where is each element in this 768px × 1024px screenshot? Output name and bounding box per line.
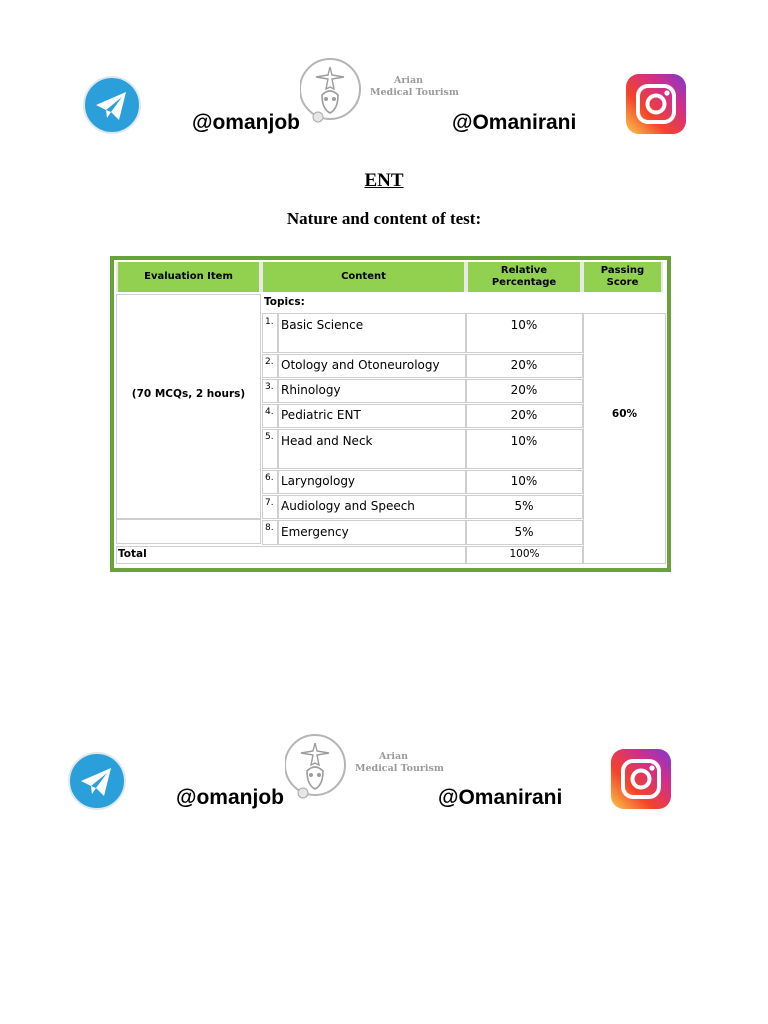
row-number: 1.	[265, 317, 274, 327]
topic-label: Emergency	[281, 525, 349, 539]
total-value: 100%	[509, 548, 540, 560]
arian-logo-icon	[285, 731, 455, 801]
telegram-handle[interactable]: @omanjob	[176, 786, 284, 809]
header-relative-percentage: Relative Percentage	[466, 262, 582, 292]
percentage-value: 20%	[510, 358, 538, 372]
logo-line2: Medical Tourism	[355, 763, 444, 774]
total-label-cell	[116, 546, 466, 564]
row-number: 6.	[265, 473, 274, 483]
topic-label: Pediatric ENT	[281, 408, 361, 422]
topic-label: Head and Neck	[281, 434, 373, 448]
header-evaluation-item: Evaluation Item	[116, 262, 261, 292]
row-number: 5.	[265, 432, 274, 442]
topic-label: Basic Science	[281, 318, 364, 332]
percentage-value: 10%	[510, 434, 538, 448]
row-number: 7.	[265, 498, 274, 508]
top-banner	[0, 55, 768, 155]
telegram-handle[interactable]: @omanjob	[192, 111, 300, 134]
test-content-table	[110, 256, 671, 572]
instagram-handle[interactable]: @Omanirani	[438, 786, 563, 809]
arian-logo-icon	[300, 55, 470, 125]
document-subtitle: Nature and content of test:	[286, 209, 482, 228]
row-number: 8.	[265, 523, 274, 533]
percentage-value: 10%	[510, 318, 538, 332]
evaluation-item-lower-cell	[116, 519, 261, 544]
header-passing-score: Passing Score	[582, 262, 663, 292]
header-content: Content	[261, 262, 466, 292]
logo-line2: Medical Tourism	[370, 87, 459, 98]
percentage-value: 5%	[514, 525, 534, 539]
evaluation-item-cell	[116, 294, 261, 519]
instagram-icon[interactable]	[626, 74, 686, 134]
total-label: Total	[118, 548, 147, 560]
document-title: ENT	[364, 170, 404, 191]
bottom-banner	[0, 731, 768, 831]
evaluation-item-value: (70 MCQs, 2 hours)	[131, 388, 246, 400]
telegram-icon[interactable]	[67, 751, 127, 811]
topic-label: Laryngology	[281, 474, 356, 488]
topics-label: Topics:	[264, 296, 305, 308]
passing-score-cell	[583, 313, 666, 564]
percentage-value: 20%	[510, 383, 538, 397]
logo-line1: Arian	[394, 75, 424, 86]
logo-line1: Arian	[379, 751, 409, 762]
percentage-value: 20%	[510, 408, 538, 422]
row-number: 2.	[265, 357, 274, 367]
instagram-icon[interactable]	[611, 749, 671, 809]
topic-label: Otology and Otoneurology	[281, 358, 440, 372]
instagram-handle[interactable]: @Omanirani	[452, 111, 577, 134]
passing-score-value: 60%	[611, 408, 638, 420]
row-number: 3.	[265, 382, 274, 392]
topic-label: Rhinology	[281, 383, 341, 397]
percentage-value: 5%	[514, 499, 534, 513]
topic-label: Audiology and Speech	[281, 499, 415, 513]
percentage-value: 10%	[510, 474, 538, 488]
telegram-icon[interactable]	[82, 75, 142, 135]
row-number: 4.	[265, 407, 274, 417]
